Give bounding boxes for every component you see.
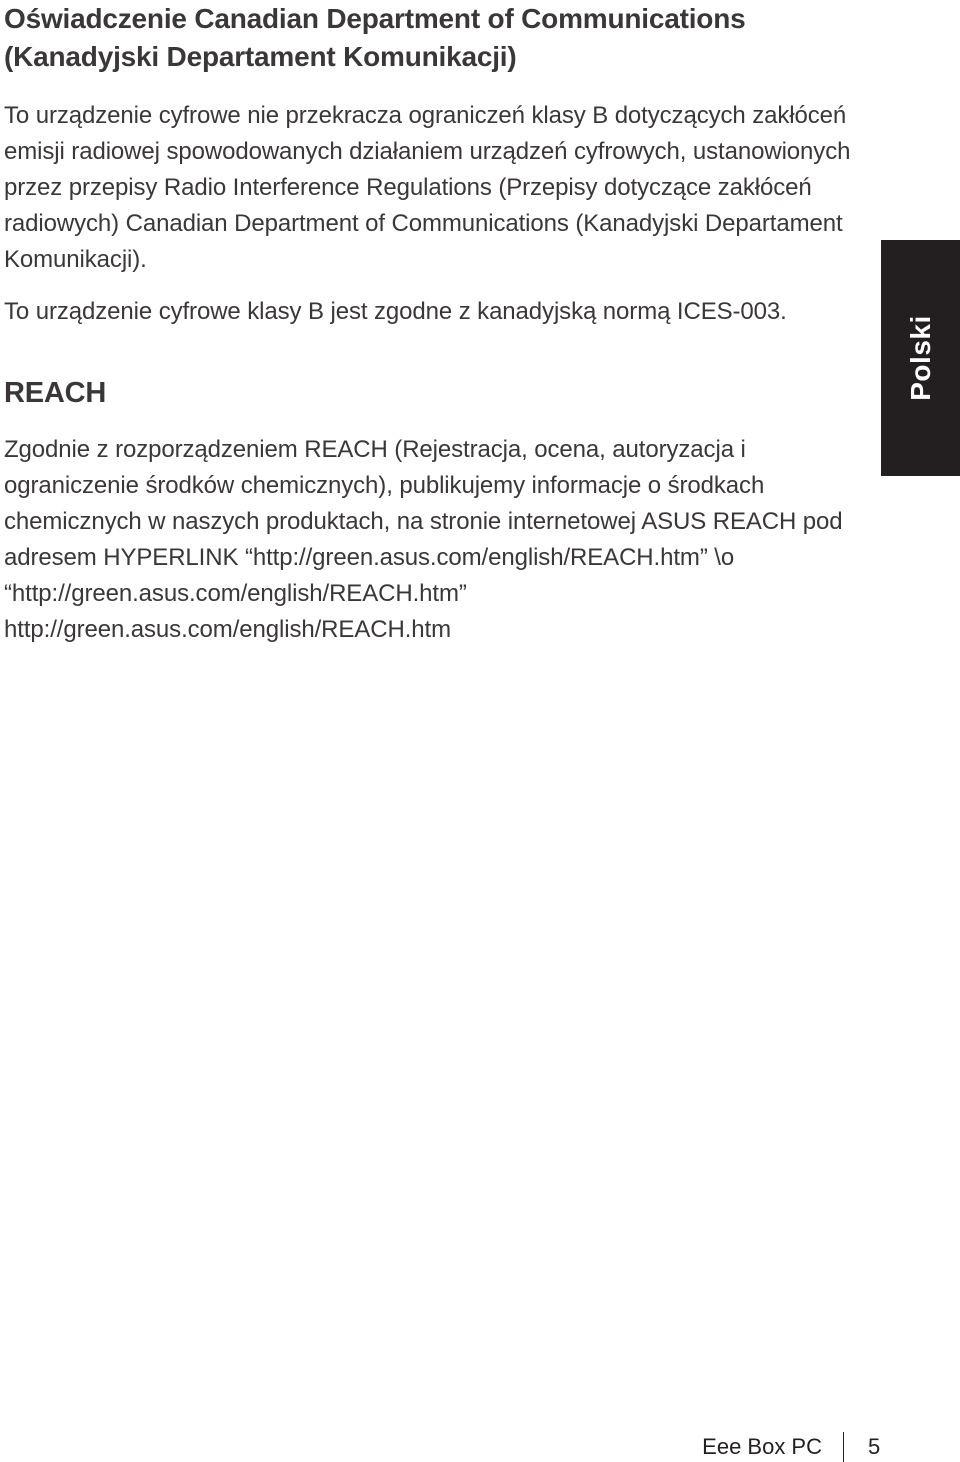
section-canadian-doc-statement	[4, 0, 854, 330]
paragraph-class-b-limits: To urządzenie cyfrowe nie przekracza ograniczeń klasy B dotyczących zakłóceń emisji radiowej spowodowanych działaniem urządzeń cyfrowych, ustanowionych przez przepisy Radio Interference Regulations (Przepisy dotyczące zakłóceń radiowych) Canadian Department of Communications (Kanadyjski Departament Komunikacji).	[4, 102, 851, 273]
language-tab-label: Polski	[904, 315, 936, 401]
footer-page-number: 5	[868, 1434, 881, 1459]
footer-divider	[843, 1432, 844, 1462]
paragraph-reach-info: Zgodnie z rozporządzeniem REACH (Rejestracja, ocena, autoryzacja i ograniczenie środków chemicznych), publikujemy informacje o środkach chemicznych w naszych produktach, na stronie internetowej ASUS REACH pod adresem HYPERLINK “http://green.asus.com/english/REACH.htm” \o “http://green.asus.com/english/REACH.htm” http://green.asus.com/english/REACH.htm	[4, 436, 843, 643]
page-content	[4, 0, 854, 648]
footer-product-name: Eee Box PC	[702, 1434, 822, 1459]
page-footer	[0, 1432, 960, 1462]
section-reach	[4, 374, 854, 648]
language-side-tab	[881, 240, 960, 476]
section-title-canadian-doc: Oświadczenie Canadian Department of Communications (Kanadyjski Departament Komunikacji)	[4, 3, 746, 72]
section-title-reach: REACH	[4, 377, 107, 409]
paragraph-ices-003: To urządzenie cyfrowe klasy B jest zgodne z kanadyjską normą ICES-003.	[4, 298, 787, 325]
